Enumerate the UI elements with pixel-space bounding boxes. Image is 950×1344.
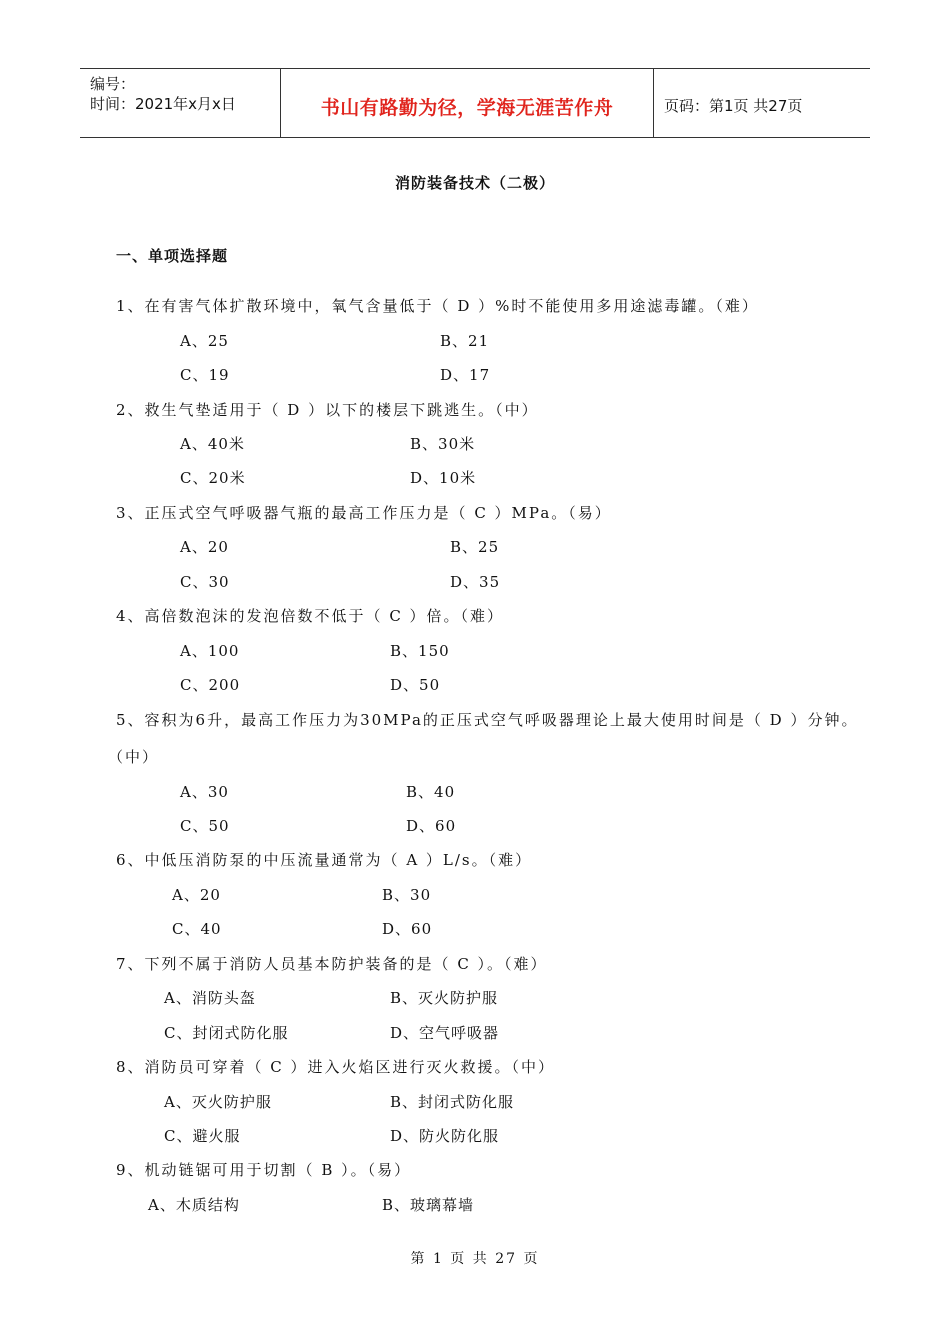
option-6d: D、60: [382, 920, 433, 938]
header-table: [80, 68, 870, 138]
option-5b: B、40: [406, 783, 456, 801]
document-title: 消防装备技术（二极）: [394, 174, 555, 192]
option-6c: C、40: [172, 920, 222, 938]
option-7c: C、封闭式防化服: [164, 1024, 289, 1042]
question-1: 1、在有害气体扩散环境中，氧气含量低于（ D ）%时不能使用多用途滤毒罐。（难）: [116, 297, 759, 315]
option-7d: D、空气呼吸器: [390, 1024, 500, 1042]
question-3: 3、正压式空气呼吸器气瓶的最高工作压力是（ C ）MPa。（易）: [116, 504, 612, 522]
question-2: 2、救生气垫适用于（ D ）以下的楼层下跳逃生。（中）: [116, 401, 539, 419]
option-8c: C、避火服: [164, 1127, 241, 1145]
question-6: 6、中低压消防泵的中压流量通常为（ A ）L/s。（难）: [116, 851, 533, 869]
code-label: 编号：: [90, 75, 136, 93]
question-5: 5、容积为6升，最高工作压力为30MPa的正压式空气呼吸器理论上最大使用时间是（ D ）分钟。: [116, 711, 859, 729]
question-4: 4、高倍数泡沫的发泡倍数不低于（ C ）倍。（难）: [116, 607, 505, 625]
option-4d: D、50: [390, 676, 441, 694]
question-9: 9、机动链锯可用于切割（ B ）。（易）: [116, 1161, 412, 1179]
section-heading: 一、单项选择题: [116, 247, 229, 265]
option-6a: A、20: [172, 886, 221, 904]
question-7: 7、下列不属于消防人员基本防护装备的是（ C ）。（难）: [116, 955, 548, 973]
option-3d: D、35: [450, 573, 501, 591]
option-5d: D、60: [406, 817, 457, 835]
option-2a: A、40米: [180, 435, 245, 453]
question-5-continuation: （中）: [108, 748, 160, 766]
option-7a: A、消防头盔: [164, 989, 256, 1007]
option-1d: D、17: [440, 366, 491, 384]
question-8: 8、消防员可穿着（ C ）进入火焰区进行灭火救援。（中）: [116, 1058, 556, 1076]
option-4c: C、200: [180, 676, 241, 694]
option-8d: D、防火防化服: [390, 1127, 500, 1145]
option-3c: C、30: [180, 573, 230, 591]
option-7b: B、灭火防护服: [390, 989, 499, 1007]
option-3a: A、20: [180, 538, 229, 556]
motto: 书山有路勤为径，学海无涯苦作舟: [320, 97, 614, 119]
option-2d: D、10米: [410, 469, 477, 487]
option-8a: A、灭火防护服: [164, 1093, 272, 1111]
option-6b: B、30: [382, 886, 432, 904]
option-1b: B、21: [440, 332, 490, 350]
header-motto-cell: [280, 69, 654, 137]
option-8b: B、封闭式防化服: [390, 1093, 515, 1111]
header-left-cell: [80, 69, 280, 137]
option-9b: B、玻璃幕墙: [382, 1196, 475, 1214]
page-footer: 第 1 页 共 27 页: [410, 1251, 540, 1267]
option-9a: A、木质结构: [148, 1196, 240, 1214]
option-4b: B、150: [390, 642, 450, 660]
option-3b: B、25: [450, 538, 500, 556]
option-5a: A、30: [180, 783, 229, 801]
option-2b: B、30米: [410, 435, 476, 453]
header-page-cell: [654, 69, 870, 137]
page-info: 页码：第1页 共27页: [664, 97, 803, 115]
option-5c: C、50: [180, 817, 230, 835]
option-1c: C、19: [180, 366, 230, 384]
option-4a: A、100: [180, 642, 240, 660]
option-2c: C、20米: [180, 469, 246, 487]
time-label: 时间：2021年x月x日: [90, 95, 236, 113]
option-1a: A、25: [180, 332, 229, 350]
